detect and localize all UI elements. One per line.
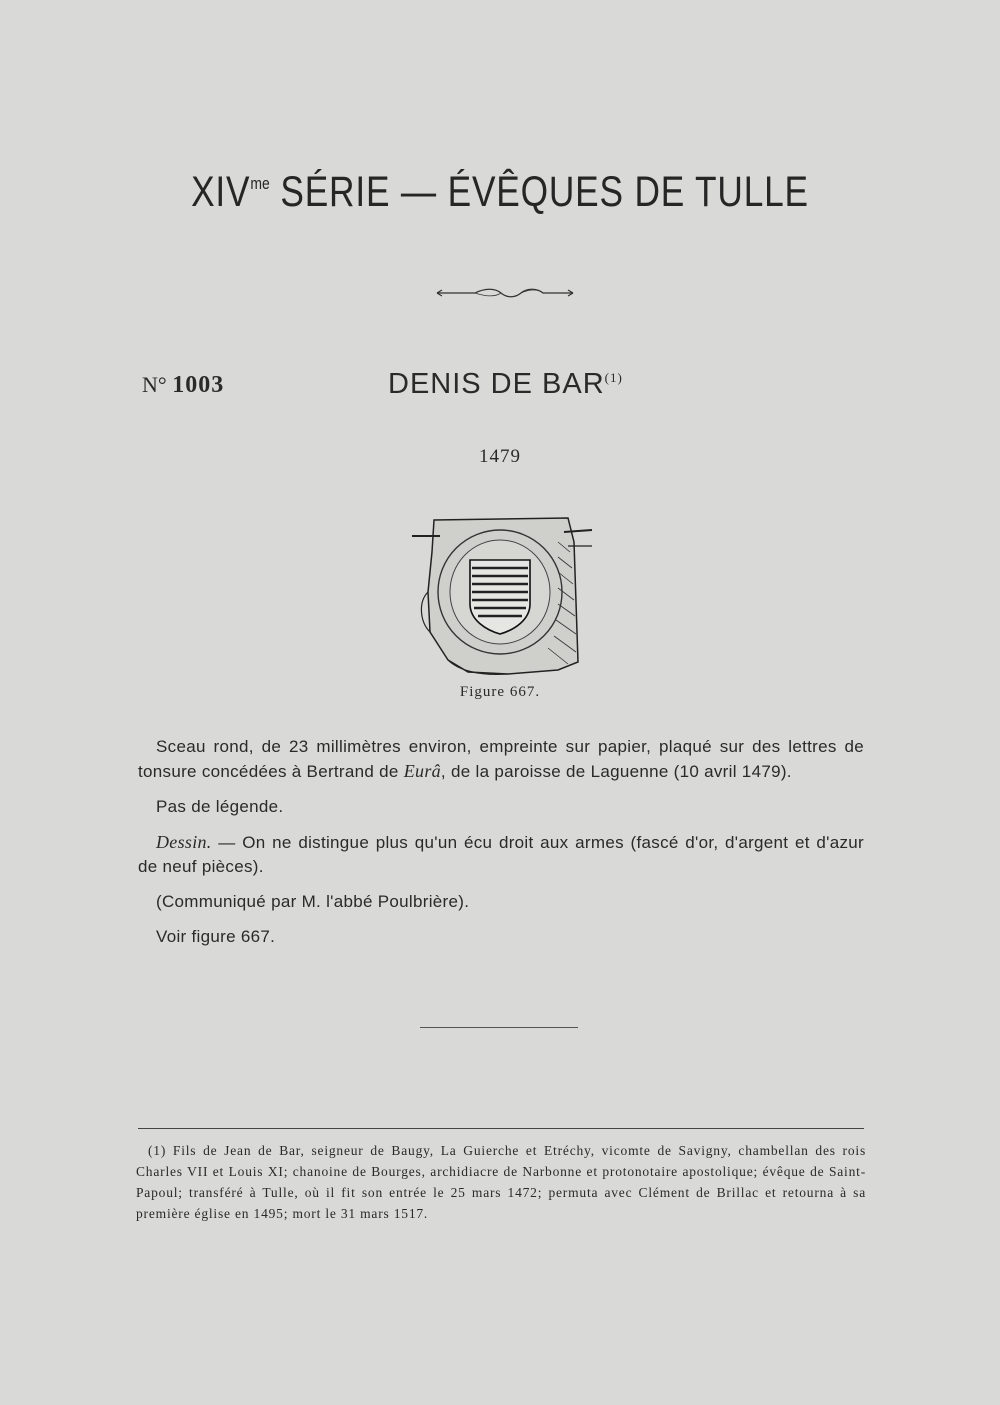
seal-number-prefix: N° (142, 372, 167, 397)
see-figure-paragraph: Voir figure 667. (156, 927, 276, 946)
drawing-paragraph (138, 830, 864, 879)
figure-caption: Figure 667. (459, 684, 541, 700)
footnote: (1) Fils de Jean de Bar, seigneur de Baugy, La Guierche et Etréchy, vicomte de Savigny, chambellan des rois Charles VII et Louis XI; chanoine de Bourges, archidiacre de Narbonne et protonotaire apostolique; évêque de Saint-Papoul; transféré à Tulle, où il fit son entrée le 25 mars 1472; permuta avec Clément de Brillac et retourna à sa première église en 1495; mort le 31 mars 1517. (136, 1143, 866, 1221)
series-title (90, 168, 910, 217)
description-paragraph (138, 735, 864, 784)
seal-number-value: 1003 (172, 372, 225, 398)
communicated-paragraph: (Communiqué par M. l'abbé Poulbrière). (156, 892, 470, 911)
seal-description (138, 735, 864, 960)
series-suffix: me (250, 174, 270, 193)
drawing-text: — On ne distingue plus qu'un écu droit aux armes (fascé d'or, d'argent et d'azur de neuf pièces). (138, 833, 864, 876)
entry-year: 1479 (479, 446, 521, 467)
seal-drawing (408, 512, 596, 682)
series-numeral: XIV (191, 168, 251, 216)
legend-paragraph: Pas de légende. (156, 797, 284, 816)
ornament-divider (435, 286, 575, 300)
entry-heading (388, 368, 623, 401)
section-divider (420, 1027, 578, 1028)
note-reference: (1) (604, 370, 623, 385)
place-name: Eurâ (403, 761, 441, 781)
drawing-label: Dessin. (156, 832, 212, 852)
series-rest: SÉRIE — ÉVÊQUES DE TULLE (280, 168, 809, 216)
description-text: Sceau rond, de 23 millimètres environ, empreinte sur papier, plaqué sur des lettres de tonsure concédées à Bertrand de (138, 737, 864, 781)
seal-number (142, 372, 224, 399)
footnote-divider (138, 1128, 864, 1129)
entry-name: DENIS DE BAR (388, 368, 605, 400)
description-text-end: , de la paroisse de Laguenne (10 avril 1479). (440, 762, 792, 781)
